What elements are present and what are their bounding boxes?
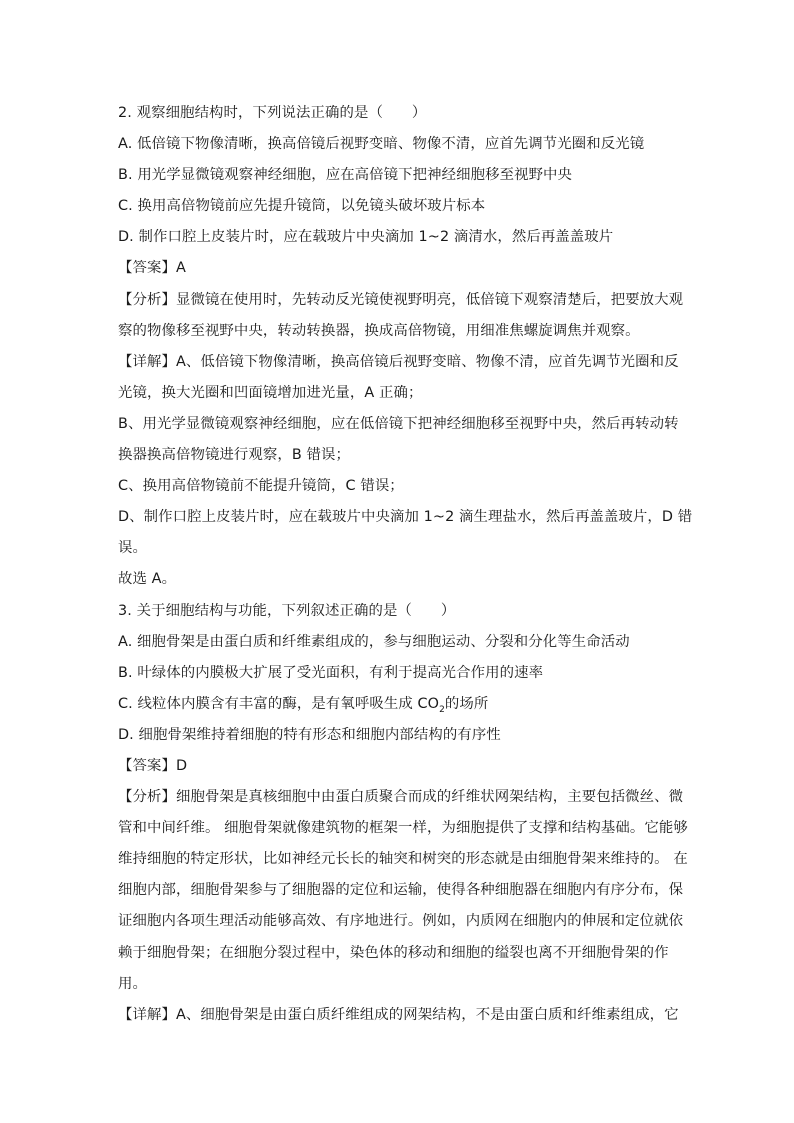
question-3-analysis-line: 细胞内部，细胞骨架参与了细胞器的定位和运输，使得各种细胞器在细胞内有序分布，保 [118, 882, 684, 899]
question-2-answer [118, 253, 678, 284]
answer-label: 【答案】 [118, 757, 176, 774]
question-2-analysis-line: 【分析】显微镜在使用时，先转动反光镜使视野明亮，低倍镜下观察清楚后，把要放大观 [118, 291, 684, 308]
question-3-analysis-line: 用。 [118, 975, 147, 992]
question-2-option-d: D. 制作口腔上皮装片时，应在载玻片中央滴加 1~2 滴清水，然后再盖盖玻片 [118, 229, 614, 246]
question-3-detail-line: 【详解】A、细胞骨架是由蛋白质纤维组成的网架结构，不是由蛋白质和纤维素组成，它 [118, 1006, 679, 1023]
question-3-analysis-line: 赖于细胞骨架；在细胞分裂过程中，染色体的移动和细胞的缢裂也离不开细胞骨架的作 [118, 944, 669, 961]
question-2-stem: 2. 观察细胞结构时，下列说法正确的是（ ） [118, 105, 427, 121]
question-2-option-a: A. 低倍镜下物像清晰，换高倍镜后视野变暗、物像不清，应首先调节光圈和反光镜 [118, 136, 645, 153]
answer-label: 【答案】 [118, 260, 176, 277]
question-3-stem: 3. 关于细胞结构与功能，下列叙述正确的是（ ） [118, 602, 456, 619]
question-3-option-b: B. 叶绿体的内膜极大扩展了受光面积，有利于提高光合作用的速率 [118, 664, 544, 681]
question-3-answer [118, 751, 678, 782]
question-3-analysis-line: 【分析】细胞骨架是真核细胞中由蛋白质聚合而成的纤维状网架结构，主要包括微丝、微 [118, 789, 684, 806]
question-3-analysis-line: 管和中间纤维。 细胞骨架就像建筑物的框架一样，为细胞提供了支撑和结构基础。它能够 [118, 820, 688, 837]
question-2-detail-line: 换器换高倍物镜进行观察，B 错误； [118, 447, 351, 464]
analysis-label: 【分析】 [118, 789, 176, 806]
question-2-detail-line: 误。 [118, 540, 147, 557]
question-2-detail-line: C、换用高倍物镜前不能提升镜筒，C 错误； [118, 478, 404, 495]
question-3-analysis-line: 维持细胞的特定形状，比如神经元长长的轴突和树突的形态就是由细胞骨架来维持的。 在 [118, 851, 688, 868]
question-2-option-b: B. 用光学显微镜观察神经细胞，应在高倍镜下把神经细胞移至视野中央 [118, 167, 573, 184]
answer-value: D [175, 757, 188, 774]
subscript: 2 [439, 704, 445, 715]
question-2-detail-line: D、制作口腔上皮装片时，应在载玻片中央滴加 1~2 滴生理盐水，然后再盖盖玻片，D 错 [118, 509, 693, 526]
detail-label: 【详解】 [118, 1006, 176, 1023]
question-3-option-c: C. 线粒体内膜含有丰富的酶，是有氧呼吸生成 $CO_2$的场所 [118, 695, 489, 715]
detail-label: 【详解】 [118, 353, 176, 370]
question-3-option-d: D. 细胞骨架维持着细胞的特有形态和细胞内部结构的有序性 [118, 726, 501, 743]
analysis-label: 【分析】 [118, 291, 176, 308]
document-page [118, 98, 693, 1031]
question-3-analysis-line: 证细胞内各项生理活动能够高效、有序地进行。例如，内质网在细胞内的伸展和定位就依 [118, 913, 684, 930]
question-2-conclusion: 故选 A。 [118, 571, 177, 588]
question-2-analysis-line: 察的物像移至视野中央，转动转换器，换成高倍物镜，用细准焦螺旋调焦并观察。 [118, 322, 640, 339]
question-2-detail-line: 光镜，换大光圈和凹面镜增加进光量，A 正确； [118, 384, 423, 401]
answer-value: A [175, 260, 186, 277]
question-2-option-c: C. 换用高倍物镜前应先提升镜筒，以免镜头破坏玻片标本 [118, 198, 486, 215]
question-2-detail-line: B、用光学显微镜观察神经细胞，应在低倍镜下把神经细胞移至视野中央，然后再转动转 [118, 415, 679, 432]
question-2-detail-line: 【详解】A、低倍镜下物像清晰，换高倍镜后视野变暗、物像不清，应首先调节光圈和反 [118, 353, 679, 370]
question-3-option-a: A. 细胞骨架是由蛋白质和纤维素组成的，参与细胞运动、分裂和分化等生命活动 [118, 633, 630, 650]
